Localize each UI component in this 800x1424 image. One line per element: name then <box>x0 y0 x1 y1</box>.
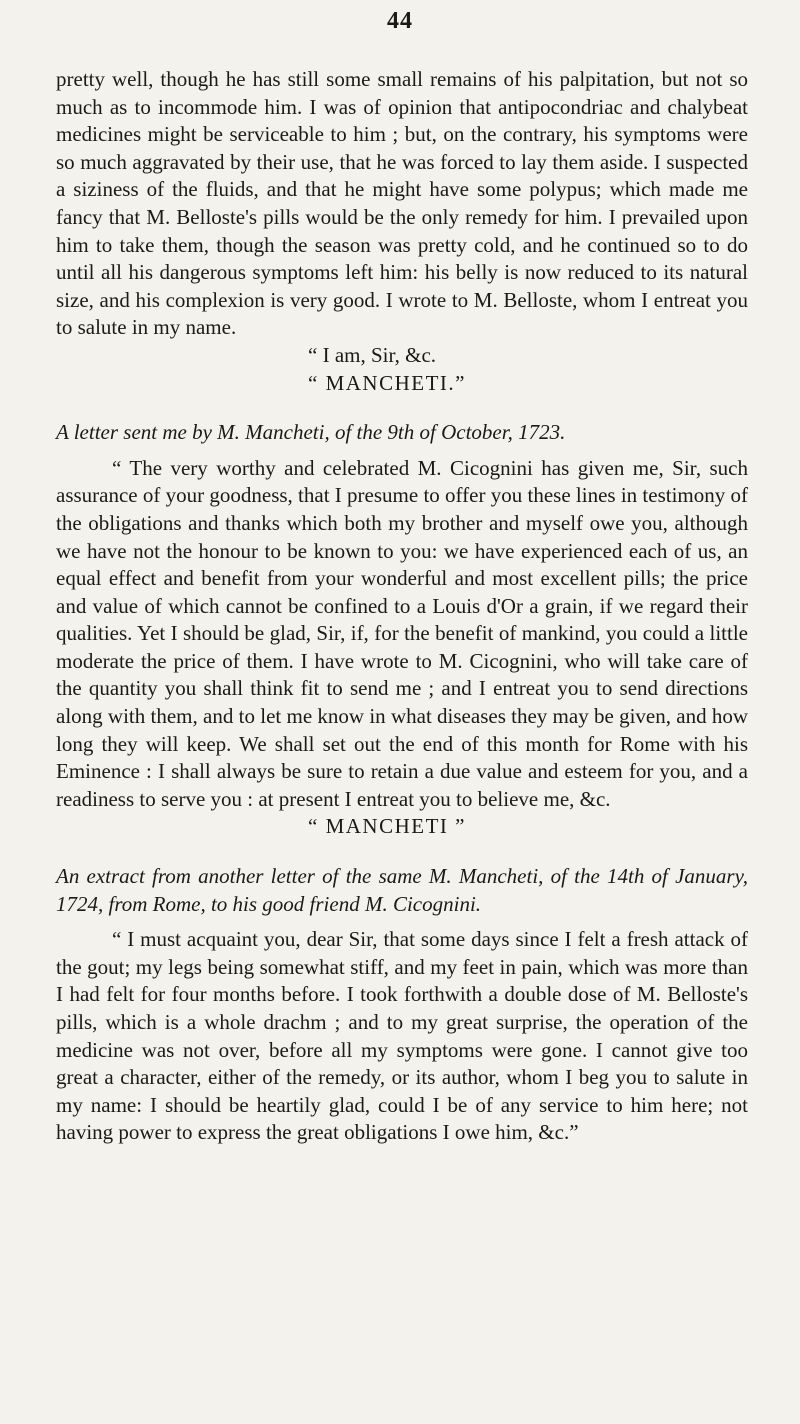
letter-body: “ The very worthy and celebrated M. Cicognini has given me, Sir, such assurance of your goodness, that I presume to offer you these lines in testimony of the obligations and thanks which both my brother and myself owe you, although we have not the honour to be known to you: we have experienced each of us, an equal effect and benefit from your wonderful and most excellent pills; the price and value of which cannot be confined to a Louis d'Or a grain, if we regard their qualities. Yet I should be glad, Sir, if, for the benefit of mankind, you could a little moderate the price of them. I have wrote to M. Cicognini, who will take care of the quantity you shall think fit to send me ; and I entreat you to send directions along with them, and to let me know in what diseases they may be given, and how long they will keep. We shall set out the end of this month for Rome with his Eminence : I shall always be sure to retain a due value and esteem for you, and a readiness to serve you : at present I entreat you to believe me, &c. <box>56 455 748 811</box>
extract-heading: An extract from another letter of the same M. Mancheti, of the 14th of January, 1724, from Rome, to his good friend M. Cicognini. <box>56 864 748 916</box>
page-text <box>56 66 748 1147</box>
page-number: 44 <box>387 8 413 34</box>
letter-closing: “ I am, Sir, &c. <box>308 342 437 367</box>
extract-body: “ I must acquaint you, dear Sir, that some days since I felt a fresh attack of the gout; my legs being somewhat stiff, and my feet in pain, which was more than I had felt for four months before. I took forthwith a double dose of M. Belloste's pills, which is a whole drachm ; and to my great surprise, the operation of the medicine was not over, before all my symptoms were gone. I cannot give too great a character, either of the remedy, or its author, whom I beg you to salute in my name: I should be heartily glad, could I be of any service to him here; not having power to express the great obligations I owe him, &c.” <box>56 927 748 1145</box>
letter-heading: A letter sent me by M. Mancheti, of the 9th of October, 1723. <box>56 420 566 445</box>
letter-signature-2: “ MANCHETI ” <box>308 814 466 839</box>
continuation-paragraph: pretty well, though he has still some small remains of his palpitation, but not so much as to incommode him. I was of opinion that antipocondriac and chalybeat medicines might be serviceable to him ; but, on the contrary, his symptoms were so much aggravated by their use, that he was forced to lay them aside. I suspected a siziness of the fluids, and that he might have some polypus; which made me fancy that M. Belloste's pills would be the only remedy for him. I prevailed upon him to take them, though the season was pretty cold, and he continued so to do until all his dangerous symptoms left him: his belly is now reduced to its natural size, and his complexion is very good. I wrote to M. Belloste, whom I entreat you to salute in my name. <box>56 67 748 340</box>
letter-signature: “ MANCHETI.” <box>308 370 466 395</box>
